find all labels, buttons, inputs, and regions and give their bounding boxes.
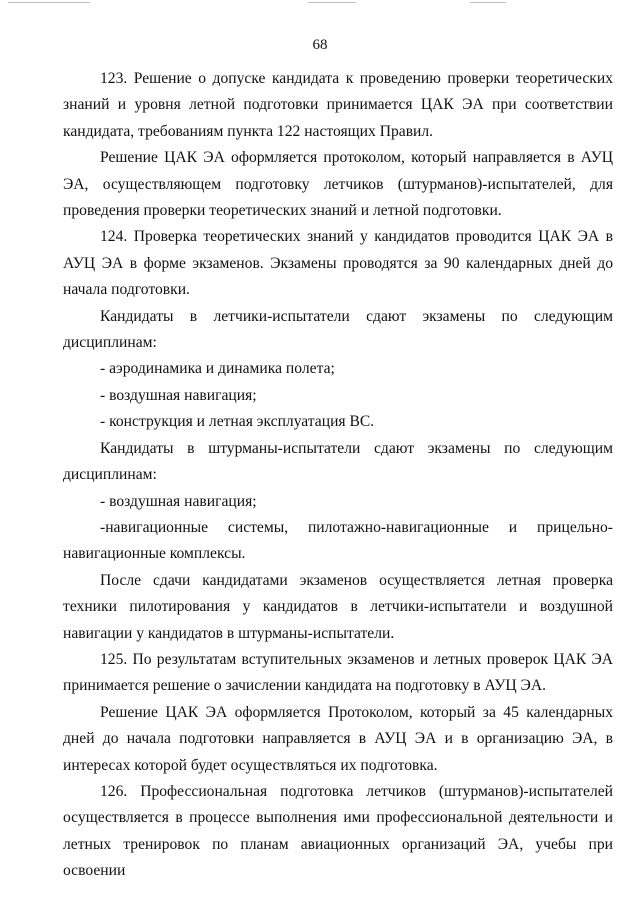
list-item: - воздушная навигация; xyxy=(100,492,257,510)
scan-edge-line xyxy=(8,2,90,3)
scan-edge-line xyxy=(470,2,506,3)
paragraph-125: 125. По результатам вступительных экзаменов и летных проверок ЦАК ЭА принимается решение о зачислении кандидата на подготовку в АУЦ ЭА. xyxy=(63,650,613,695)
list-item: - конструкция и летная эксплуатация ВС. xyxy=(100,413,375,431)
list-item: -навигационные системы, пилотажно-навигационные и прицельно-навигационные комплексы. xyxy=(63,518,613,563)
paragraph-protocol-decision: Решение ЦАК ЭА оформляется протоколом, который направляется в АУЦ ЭА, осуществляющем подготовку летчиков (штурманов)-испытателей, для проведения проверки теоретических знаний и летной подготовки. xyxy=(63,149,613,220)
paragraph-124: 124. Проверка теоретических знаний у кандидатов проводится ЦАК ЭА в АУЦ ЭА в форме экзаменов. Экзамены проводятся за 90 календарных дней до начала подготовки. xyxy=(63,228,613,299)
paragraph-123: 123. Решение о допуске кандидата к проведению проверки теоретических знаний и уровня летной подготовки принимается ЦАК ЭА при соответствии кандидата, требованиям пункта 122 настоящих Правил. xyxy=(63,70,613,140)
paragraph-pilot-candidates: Кандидаты в летчики-испытатели сдают экзамены по следующим дисциплинам: xyxy=(63,307,613,352)
paragraph-navigator-candidates: Кандидаты в штурманы-испытатели сдают экзамены по следующим дисциплинам: xyxy=(63,439,613,484)
document-body xyxy=(63,66,613,885)
paragraph-flight-check: После сдачи кандидатами экзаменов осуществляется летная проверка техники пилотирования у кандидатов в летчики-испытатели и воздушной навигации у кандидатов в штурманы-испытатели. xyxy=(63,571,613,642)
paragraph-enrollment-protocol: Решение ЦАК ЭА оформляется Протоколом, который за 45 календарных дней до начала подготовки направляется в АУЦ ЭА и в организацию ЭА, в интересах которой будет осуществляться их подготовка. xyxy=(63,703,613,774)
list-item: - воздушная навигация; xyxy=(100,386,257,404)
scan-edge-line xyxy=(308,2,356,3)
list-item: - аэродинамика и динамика полета; xyxy=(100,360,335,378)
paragraph-126: 126. Профессиональная подготовка летчиков (штурманов)-испытателей осуществляется в процессе выполнения ими профессиональной деятельности и летных тренировок по планам авиационных организаций ЭА, учебы при освоении xyxy=(63,782,613,880)
page-number: 68 xyxy=(312,37,328,53)
